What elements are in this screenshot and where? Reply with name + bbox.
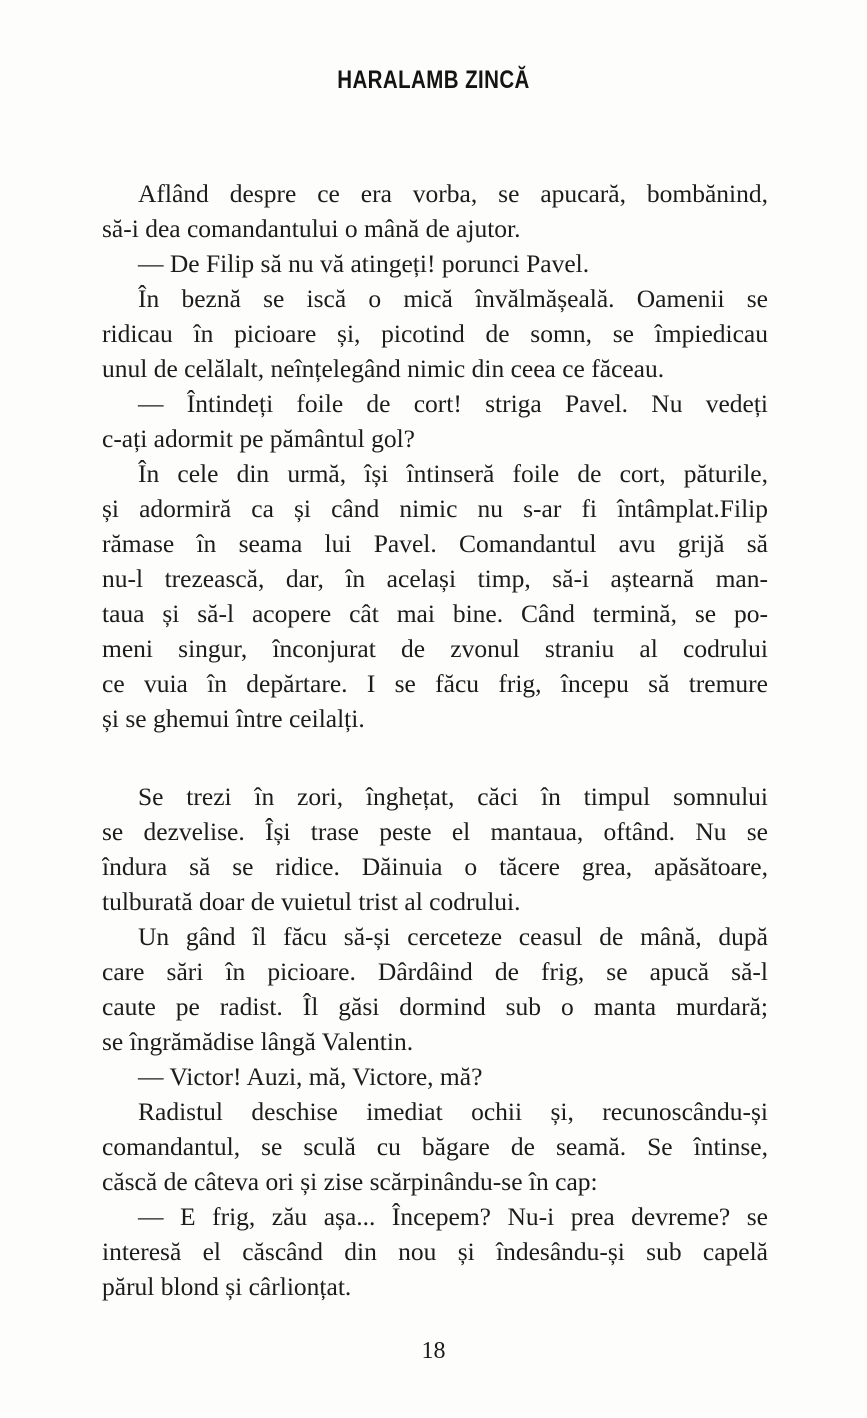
text-line: În cele din urmă, își întinseră foile de cort, păturile,: [138, 459, 768, 488]
text-line: ce vuia în depărtare. I se făcu frig, începu să tremure: [102, 669, 768, 698]
text-line: care sări în picioare. Dârdâind de frig, se apucă să-l: [102, 957, 768, 986]
paragraph: [102, 779, 768, 919]
text-line: meni singur, înconjurat de zvonul straniu al codrului: [102, 634, 768, 663]
text-line: tulburată doar de vuietul trist al codrului.: [102, 887, 521, 916]
text-line: c-ați adormit pe pământul gol?: [102, 424, 415, 453]
text-line: Un gând îl făcu să-și cerceteze ceasul de mână, după: [138, 922, 768, 951]
text-line: Aflând despre ce era vorba, se apucară, bombănind,: [138, 179, 768, 208]
paragraph: [102, 246, 768, 281]
text-line: — De Filip să nu vă atingeți! porunci Pavel.: [138, 249, 590, 278]
paragraph: [102, 386, 768, 456]
text-line: — Victor! Auzi, mă, Victore, mă?: [138, 1062, 483, 1091]
text-line: și se ghemui între ceilalți.: [102, 704, 365, 733]
paragraph: [102, 919, 768, 1059]
text-line: În beznă se iscă o mică învălmășeală. Oamenii se: [138, 284, 768, 313]
text-line: să-i dea comandantului o mână de ajutor.: [102, 214, 521, 243]
paragraph: [102, 1199, 768, 1304]
text-line: părul blond și cârlionțat.: [102, 1272, 352, 1301]
text-line: se îngrămădise lângă Valentin.: [102, 1027, 414, 1056]
paragraph: [102, 1094, 768, 1199]
text-line: și adormiră ca și când nimic nu s-ar fi întâmplat.Filip: [102, 494, 768, 523]
text-line: caute pe radist. Îl găsi dormind sub o manta murdară;: [102, 992, 768, 1021]
text-line: nu-l trezească, dar, în același timp, să-i aștearnă man-: [102, 564, 768, 593]
paragraph: [102, 1059, 768, 1094]
paragraph: [102, 456, 768, 736]
text-line: — E frig, zău așa... Începem? Nu-i prea devreme? se: [138, 1202, 768, 1231]
text-line: interesă el căscând din nou și îndesându-și sub capelă: [102, 1237, 768, 1266]
text-line: comandantul, se sculă cu băgare de seamă. Se întinse,: [102, 1132, 768, 1161]
paragraph: [102, 176, 768, 246]
text-line: se dezvelise. Își trase peste el mantaua, oftând. Nu se: [102, 817, 768, 846]
text-line: rămase în seama lui Pavel. Comandantul avu grijă să: [102, 529, 768, 558]
running-header: HARALAMB ZINCĂ: [337, 66, 530, 94]
text-line: — Întindeți foile de cort! striga Pavel. Nu vedeți: [138, 389, 768, 418]
text-line: căscă de câteva ori și zise scărpinându-se în cap:: [102, 1167, 598, 1196]
text-line: unul de celălalt, neînțelegând nimic din ceea ce făceau.: [102, 354, 665, 383]
body-text: [102, 176, 768, 1304]
text-line: ridicau în picioare și, picotind de somn, se împiedicau: [102, 319, 768, 348]
text-line: îndura să se ridice. Dăinuia o tăcere grea, apăsătoare,: [102, 852, 768, 881]
page-number: 18: [421, 1338, 446, 1364]
text-line: Se trezi în zori, înghețat, căci în timpul somnului: [138, 782, 768, 811]
text-line: taua și să-l acopere cât mai bine. Când termină, se po-: [102, 599, 768, 628]
text-line: Radistul deschise imediat ochii și, recunoscându-și: [138, 1097, 768, 1126]
paragraph: [102, 281, 768, 386]
